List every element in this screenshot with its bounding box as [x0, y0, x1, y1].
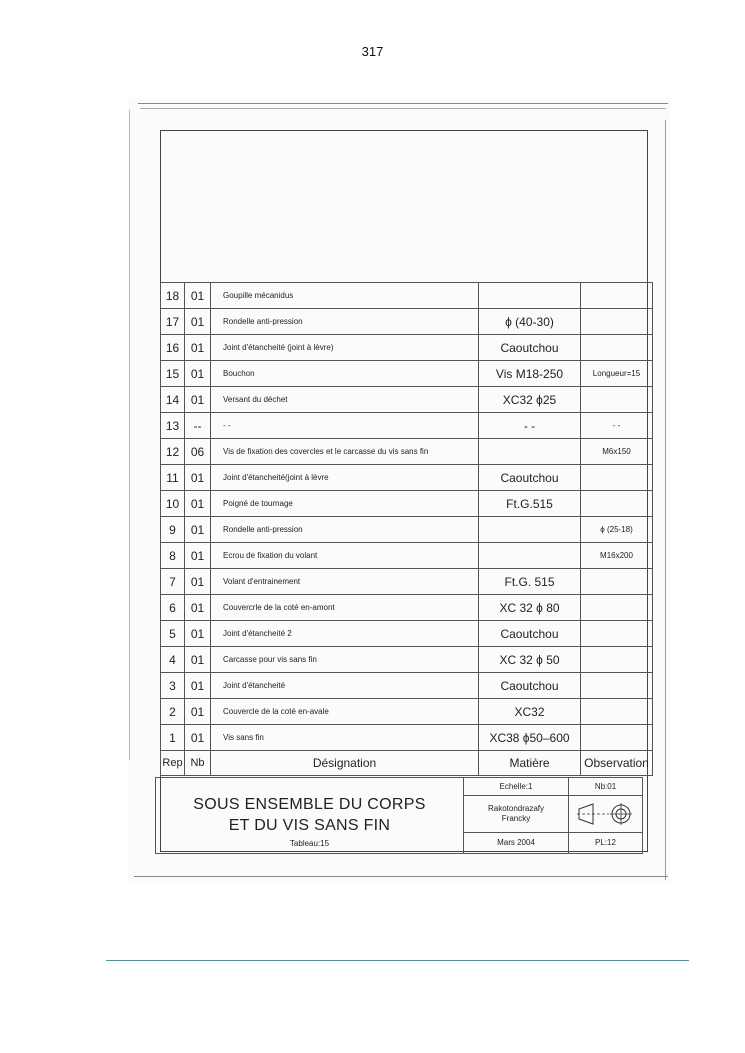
bom-cell-designation: Poigné de tournage — [211, 491, 479, 517]
bom-cell-rep: 2 — [161, 699, 185, 725]
bom-cell-nb: 01 — [185, 465, 211, 491]
bom-cell-designation: Vis de fixation des covercles et le carcasse du vis sans fin — [211, 439, 479, 465]
bom-cell-matiere: Caoutchou — [479, 335, 581, 361]
bom-cell-nb: 01 — [185, 387, 211, 413]
bom-cell-designation: Joint d'étancheité (joint à lèvre) — [211, 335, 479, 361]
bom-cell-designation: Joint d'étancheité 2 — [211, 621, 479, 647]
projection-cell — [569, 796, 642, 833]
bom-cell-matiere: XC32 — [479, 699, 581, 725]
bom-cell-matiere — [479, 517, 581, 543]
bom-row — [161, 699, 653, 725]
drawing-title-line2: ET DU VIS SANS FIN — [228, 817, 391, 834]
bom-cell-designation: Vis sans fin — [211, 725, 479, 751]
bom-cell-nb: 01 — [185, 335, 211, 361]
bom-cell-observation: ϕ (25-18) — [581, 517, 653, 543]
sheet-bottom-edge — [134, 876, 668, 877]
bom-row — [161, 543, 653, 569]
planche-number: PL:12 — [595, 838, 616, 847]
bom-cell-observation — [581, 309, 653, 335]
bom-cell-observation — [581, 673, 653, 699]
bom-cell-observation — [581, 335, 653, 361]
bom-cell-rep: 1 — [161, 725, 185, 751]
footer-rule — [106, 960, 689, 961]
drawing-title-line1: SOUS ENSEMBLE DU CORPS — [193, 796, 426, 813]
author — [464, 796, 568, 833]
bom-row — [161, 335, 653, 361]
bom-cell-designation: Bouchon — [211, 361, 479, 387]
bom-cell-observation — [581, 699, 653, 725]
bom-row — [161, 309, 653, 335]
bom-cell-rep: 16 — [161, 335, 185, 361]
bom-cell-rep: 17 — [161, 309, 185, 335]
bom-cell-matiere: XC32 ϕ25 — [479, 387, 581, 413]
bom-cell-rep: 18 — [161, 283, 185, 309]
bom-header-row — [161, 751, 653, 776]
bom-cell-matiere — [479, 543, 581, 569]
bom-row — [161, 673, 653, 699]
sheet-top-edge — [138, 103, 668, 104]
bom-cell-rep: 4 — [161, 647, 185, 673]
bom-cell-nb: 01 — [185, 569, 211, 595]
bom-cell-nb: -- — [185, 413, 211, 439]
bom-cell-rep: 15 — [161, 361, 185, 387]
bom-cell-designation: Versant du déchet — [211, 387, 479, 413]
sheet-count: Nb:01 — [569, 778, 642, 796]
bom-cell-rep: 5 — [161, 621, 185, 647]
bill-of-materials — [160, 282, 653, 776]
bom-row — [161, 595, 653, 621]
bom-cell-rep: 8 — [161, 543, 185, 569]
bom-row — [161, 517, 653, 543]
drawing-area — [161, 131, 647, 282]
bom-cell-observation — [581, 465, 653, 491]
bom-row — [161, 465, 653, 491]
title-block — [155, 777, 643, 854]
bom-row — [161, 621, 653, 647]
bom-cell-rep: 12 — [161, 439, 185, 465]
title-block-main — [156, 778, 464, 853]
bom-cell-matiere: Ft.G.515 — [479, 491, 581, 517]
sheet-right-shadow — [665, 120, 666, 880]
bom-row — [161, 725, 653, 751]
bom-cell-matiere: Caoutchou — [479, 621, 581, 647]
bom-cell-designation: Volant d'entrainement — [211, 569, 479, 595]
bom-cell-nb: 01 — [185, 309, 211, 335]
bom-cell-matiere: Ft.G. 515 — [479, 569, 581, 595]
header-matiere: Matière — [479, 751, 581, 776]
title-block-middle — [464, 778, 569, 853]
bom-cell-matiere: XC38 ϕ50–600 — [479, 725, 581, 751]
author-line2: Francky — [501, 814, 531, 823]
page-number: 317 — [361, 44, 384, 59]
bom-cell-designation: Joint d'étancheité — [211, 673, 479, 699]
bom-cell-observation — [581, 569, 653, 595]
bom-cell-matiere: ϕ (40-30) — [479, 309, 581, 335]
bom-cell-rep: 9 — [161, 517, 185, 543]
bom-cell-nb: 01 — [185, 491, 211, 517]
bom-cell-matiere: XC 32 ϕ 50 — [479, 647, 581, 673]
title-block-right — [569, 778, 642, 853]
bom-row — [161, 283, 653, 309]
bom-cell-rep: 10 — [161, 491, 185, 517]
bom-cell-rep: 7 — [161, 569, 185, 595]
bom-cell-designation: Rondelle anti-pression — [211, 309, 479, 335]
bom-row — [161, 647, 653, 673]
bom-cell-rep: 6 — [161, 595, 185, 621]
bom-cell-matiere — [479, 439, 581, 465]
bom-cell-observation: - - — [581, 413, 653, 439]
bom-cell-observation: M6x150 — [581, 439, 653, 465]
bom-cell-nb: 06 — [185, 439, 211, 465]
table-reference: Tableau:15 — [289, 839, 330, 848]
bom-cell-nb: 01 — [185, 673, 211, 699]
bom-cell-observation — [581, 647, 653, 673]
bom-cell-designation: - - — [211, 413, 479, 439]
bom-cell-observation — [581, 621, 653, 647]
bom-row — [161, 491, 653, 517]
header-designation: Désignation — [211, 751, 479, 776]
bom-cell-matiere: Vis M18-250 — [479, 361, 581, 387]
bom-row — [161, 439, 653, 465]
header-nb: Nb — [185, 751, 211, 776]
bom-cell-matiere — [479, 283, 581, 309]
bom-cell-designation: Joint d'étancheité(joint à lèvre — [211, 465, 479, 491]
bom-cell-nb: 01 — [185, 283, 211, 309]
bom-cell-nb: 01 — [185, 361, 211, 387]
bom-cell-designation: Ecrou de fixation du volant — [211, 543, 479, 569]
bom-cell-observation — [581, 387, 653, 413]
bom-cell-nb: 01 — [185, 543, 211, 569]
bom-row — [161, 569, 653, 595]
bom-cell-observation — [581, 595, 653, 621]
bom-cell-observation — [581, 491, 653, 517]
date: Mars 2004 — [497, 838, 535, 847]
bom-cell-observation: M16x200 — [581, 543, 653, 569]
bom-cell-observation — [581, 283, 653, 309]
scale: Echelle:1 — [464, 778, 568, 796]
header-observation: Observation — [581, 751, 653, 776]
bom-body — [161, 283, 653, 751]
bom-cell-matiere: - - — [479, 413, 581, 439]
bom-cell-observation — [581, 725, 653, 751]
bom-cell-observation: Longueur=15 — [581, 361, 653, 387]
bom-cell-nb: 01 — [185, 595, 211, 621]
bom-cell-nb: 01 — [185, 647, 211, 673]
sheet-left-shadow — [129, 110, 130, 760]
bom-cell-matiere: Caoutchou — [479, 465, 581, 491]
bom-cell-nb: 01 — [185, 517, 211, 543]
bom-cell-designation: Goupille mécanidus — [211, 283, 479, 309]
bom-cell-rep: 3 — [161, 673, 185, 699]
author-line1: Rakotondrazafy — [487, 804, 545, 813]
bom-cell-rep: 13 — [161, 413, 185, 439]
bom-cell-rep: 14 — [161, 387, 185, 413]
bom-cell-designation: Rondelle anti-pression — [211, 517, 479, 543]
bom-cell-matiere: Caoutchou — [479, 673, 581, 699]
sheet-top-edge-inner — [140, 108, 666, 109]
header-rep: Rep — [161, 751, 185, 776]
bom-cell-matiere: XC 32 ϕ 80 — [479, 595, 581, 621]
bom-cell-nb: 01 — [185, 699, 211, 725]
bom-cell-designation: Couvercle de la coté en-avale — [211, 699, 479, 725]
bom-cell-nb: 01 — [185, 725, 211, 751]
bom-cell-designation: Couvercrle de la coté en-amont — [211, 595, 479, 621]
bom-cell-rep: 11 — [161, 465, 185, 491]
bom-row — [161, 413, 653, 439]
bom-cell-nb: 01 — [185, 621, 211, 647]
bom-cell-designation: Carcasse pour vis sans fin — [211, 647, 479, 673]
projection-symbol-icon — [577, 800, 635, 828]
bom-row — [161, 387, 653, 413]
bom-row — [161, 361, 653, 387]
